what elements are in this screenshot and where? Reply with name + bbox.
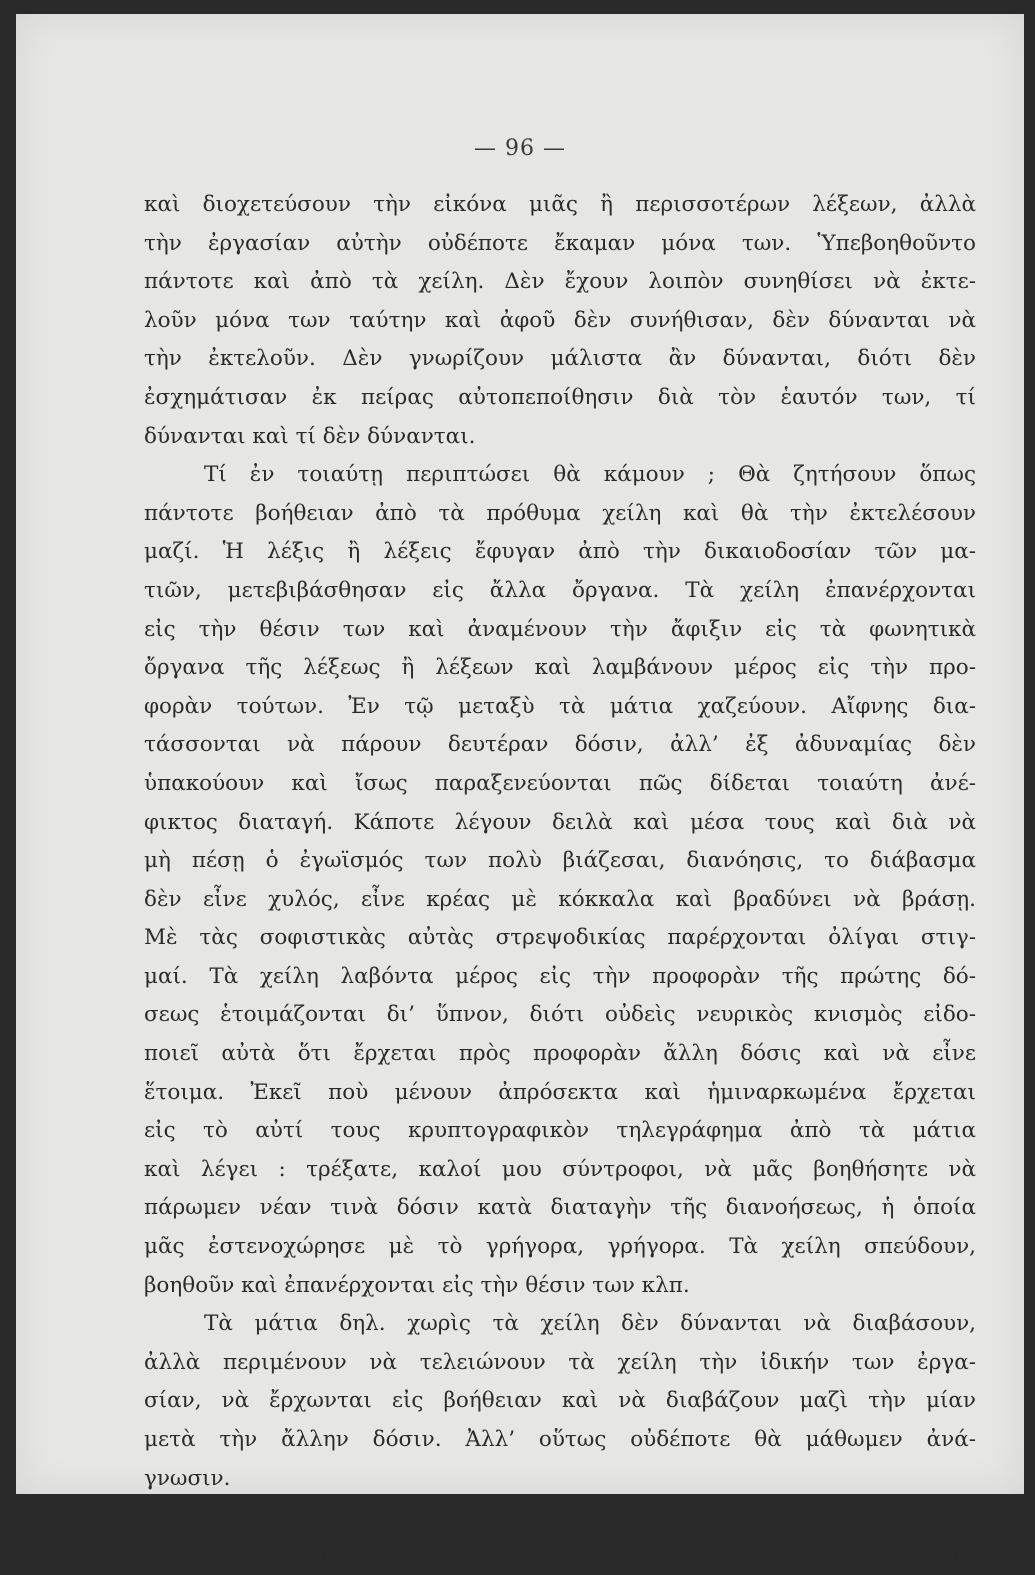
text-line: τὴν ἐργασίαν αὐτὴν οὐδέποτε ἔκαμαν μόνα των. Ὑπεβοηθοῦντο — [144, 230, 976, 256]
text-line: ὄργανα τῆς λέξεως ἢ λέξεων καὶ λαμβάνουν μέρος εἰς τὴν προ- — [144, 655, 976, 681]
text-line: μὴ πέσῃ ὁ ἐγωϊσμός των πολὺ βιάζεσαι, διανόησις, το διάβασμα — [144, 848, 976, 874]
text-line: μαί. Τὰ χείλη λαβόντα μέρος εἰς τὴν προφορὰν τῆς πρώτης δό- — [144, 963, 976, 989]
text-line: ἀλλὰ περιμένουν νὰ τελειώνουν τὰ χείλη τὴν ἰδικήν των ἐργα- — [144, 1349, 976, 1375]
text-line: μᾶς ἐστενοχώρησε μὲ τὸ γρήγορα, γρήγορα. Τὰ χείλη σπεύδουν, — [144, 1234, 976, 1260]
text-line: μαζί. Ἡ λέξις ἢ λέξεις ἔφυγαν ἀπὸ τὴν δικαιοδοσίαν τῶν μα- — [144, 539, 976, 565]
body-text — [144, 186, 976, 1575]
text-line: εἰς τὸ αὐτί τους κρυπτογραφικὸν τηλεγράφημα ἀπὸ τὰ μάτια — [144, 1118, 976, 1144]
text-line: καὶ διοχετεύσουν τὴν εἰκόνα μιᾶς ἢ περισσοτέρων λέξεων, ἀλλὰ — [144, 192, 976, 217]
text-line: ὑπακούουν καὶ ἴσως παραξενεύονται πῶς δίδεται τοιαύτη ἀνέ- — [144, 770, 976, 796]
text-line: ἐσχημάτισαν ἐκ πείρας αὐτοπεποίθησιν διὰ τὸν ἑαυτόν των, τί — [144, 384, 976, 410]
paragraph — [144, 186, 976, 456]
text-line: ἕτοιμα. Ἐκεῖ ποὺ μένουν ἀπρόσεκτα καὶ ἡμιναρκωμένα ἔρχεται — [144, 1079, 976, 1105]
text-line: τάσσονται νὰ πάρουν δευτέραν δόσιν, ἀλλ’ ἐξ ἀδυναμίας δὲν — [144, 732, 976, 758]
page-number: — 96 — — [474, 136, 566, 161]
text-line: σίαν, νὰ ἔρχωνται εἰς βοήθειαν καὶ νὰ διαβάζουν μαζὶ τὴν μίαν — [144, 1388, 976, 1414]
text-line: δὲν εἶνε χυλός, εἶνε κρέας μὲ κόκκαλα καὶ βραδύνει νὰ βράσῃ. — [144, 886, 976, 912]
text-line: σεως ἑτοιμάζονται δι’ ὕπνον, διότι οὐδεὶς νευρικὸς κνισμὸς εἰδο- — [144, 1002, 976, 1028]
text-line: Τὰ μάτια δηλ. χωρὶς τὰ χείλη δὲν δύνανται νὰ διαβάσουν, — [204, 1311, 976, 1337]
paragraph — [144, 456, 976, 1305]
text-line: λοῦν μόνα των ταύτην καὶ ἀφοῦ δὲν συνήθισαν, δὲν δύνανται νὰ — [144, 307, 976, 333]
text-line: Εἶνε ἀληθὲς ὅτι ἡ κατὰ τοιοῦτον τρόπον ἀνάγνωσις μηχανο- — [204, 1504, 976, 1530]
text-line: φικτος διαταγή. Κάποτε λέγουν δειλὰ καὶ μέσα τους καὶ διὰ νὰ — [144, 809, 976, 835]
text-line: ποιεῖται βραδύτερον τόσον, ὥστε διέρχεται ἀπαρατήρητος ἀπὸ — [144, 1542, 976, 1568]
text-line: τὴν ἐκτελοῦν. Δὲν γνωρίζουν μάλιστα ἂν δύνανται, διότι δὲν — [144, 346, 976, 372]
text-line: βοηθοῦν καὶ ἐπανέρχονται εἰς τὴν θέσιν των κλπ. — [144, 1272, 690, 1298]
text-line: γνωσιν. — [144, 1465, 231, 1491]
text-line: πάρωμεν νέαν τινὰ δόσιν κατὰ διαταγὴν τῆς διανοήσεως, ἡ ὁποία — [144, 1195, 976, 1221]
text-line: ποιεῖ αὐτὰ ὅτι ἔρχεται πρὸς προφορὰν ἄλλη δόσις καὶ νὰ εἶνε — [144, 1041, 976, 1067]
paragraph — [144, 1498, 976, 1575]
text-line: μετὰ τὴν ἄλλην δόσιν. Ἀλλ’ οὕτως οὐδέποτε θὰ μάθωμεν ἀνά- — [144, 1427, 976, 1452]
text-line: εἰς τὴν θέσιν των καὶ ἀναμένουν τὴν ἄφιξιν εἰς τὰ φωνητικὰ — [144, 616, 976, 642]
text-line: πάντοτε βοήθειαν ἀπὸ τὰ πρόθυμα χείλη καὶ θὰ τὴν ἐκτελέσουν — [144, 500, 976, 526]
text-line: Τί ἐν τοιαύτῃ περιπτώσει θὰ κάμουν ; Θὰ ζητήσουν ὅπως — [204, 462, 976, 488]
text-line: Μὲ τὰς σοφιστικὰς αὐτὰς στρεψοδικίας παρέρχονται ὀλίγαι στιγ- — [144, 925, 976, 951]
text-line: φορὰν τούτων. Ἐν τῷ μεταξὺ τὰ μάτια χαζεύουν. Αἴφνης δια- — [144, 693, 976, 719]
paragraph — [144, 1305, 976, 1498]
book-page — [16, 14, 1024, 1568]
text-line: δύνανται καὶ τί δὲν δύνανται. — [144, 423, 476, 449]
text-line: καὶ λέγει : τρέξατε, καλοί μου σύντροφοι, νὰ μᾶς βοηθήσητε νὰ — [144, 1156, 976, 1182]
text-line: τιῶν, μετεβιβάσθησαν εἰς ἄλλα ὄργανα. Τὰ χείλη ἐπανέρχονται — [144, 577, 976, 603]
text-line: πάντοτε καὶ ἀπὸ τὰ χείλη. Δὲν ἔχουν λοιπὸν συνηθίσει νὰ ἐκτε- — [144, 269, 976, 295]
